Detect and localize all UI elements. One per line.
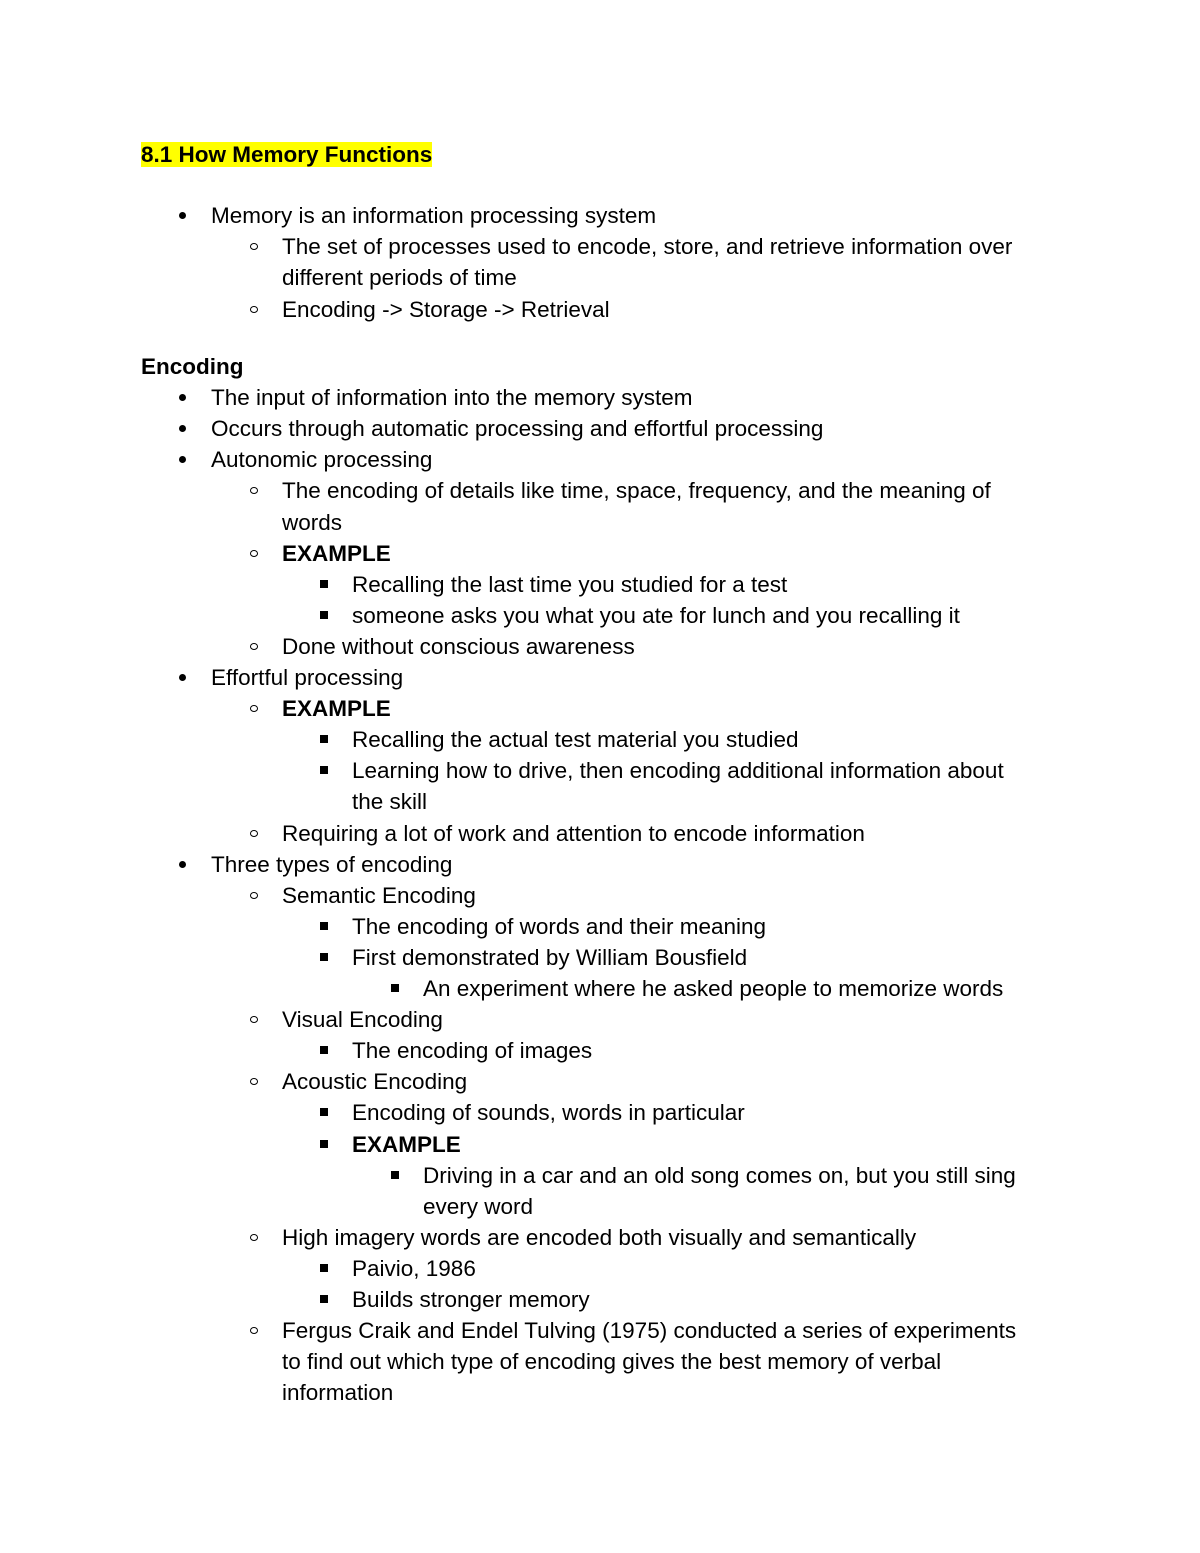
square-bullet-icon bbox=[320, 1264, 328, 1272]
list-item-continuation: different periods of time bbox=[282, 265, 517, 291]
hollow-circle-bullet-icon bbox=[250, 550, 258, 557]
list-item-level-1: Memory is an information processing system bbox=[211, 203, 657, 229]
list-item-level-2: Semantic Encoding bbox=[282, 882, 476, 908]
filled-disc-bullet-icon bbox=[179, 674, 186, 681]
list-item-level-3: Builds stronger memory bbox=[352, 1287, 590, 1312]
list-item-level-2: Encoding -> Storage -> Retrieval bbox=[282, 296, 610, 322]
list-item-level-1: Three types of encoding bbox=[211, 851, 453, 877]
list-item-level-3: First demonstrated by William Bousfield bbox=[352, 944, 748, 970]
square-bullet-icon bbox=[320, 611, 328, 619]
list-item-level-4: Driving in a car and an old song comes on, but you still sing bbox=[423, 1162, 1016, 1188]
list-item-level-2: EXAMPLE bbox=[282, 696, 391, 722]
list-item-level-3: someone asks you what you ate for lunch and you recalling it bbox=[352, 602, 960, 628]
list-item-level-2: EXAMPLE bbox=[282, 540, 391, 566]
square-bullet-icon bbox=[320, 1046, 328, 1054]
list-item-level-3: Learning how to drive, then encoding additional information about bbox=[352, 758, 1004, 784]
list-item-level-2: Requiring a lot of work and attention to encode information bbox=[282, 820, 865, 846]
section-heading-text: Encoding bbox=[141, 354, 244, 379]
list-item-continuation: to find out which type of encoding gives the best memory of verbal bbox=[282, 1349, 942, 1375]
filled-disc-bullet-icon bbox=[179, 394, 186, 401]
list-item-level-1: Effortful processing bbox=[211, 665, 404, 690]
list-item-level-2: Acoustic Encoding bbox=[282, 1069, 468, 1095]
list-item-level-2: Done without conscious awareness bbox=[282, 633, 635, 659]
list-item-continuation: words bbox=[282, 509, 343, 535]
list-item-continuation: the skill bbox=[352, 789, 428, 815]
page-title bbox=[141, 139, 432, 170]
square-bullet-icon bbox=[320, 953, 328, 961]
square-bullet-icon bbox=[320, 1140, 328, 1148]
list-item-continuation: information bbox=[282, 1380, 394, 1406]
square-bullet-icon bbox=[391, 984, 399, 992]
list-item-level-3: The encoding of images bbox=[352, 1038, 593, 1064]
page-title-text: 8.1 How Memory Functions bbox=[141, 142, 433, 167]
square-bullet-icon bbox=[320, 1295, 328, 1303]
filled-disc-bullet-icon bbox=[179, 861, 186, 868]
hollow-circle-bullet-icon bbox=[250, 1016, 258, 1023]
list-item-level-1: Autonomic processing bbox=[211, 447, 433, 473]
square-bullet-icon bbox=[320, 766, 328, 774]
hollow-circle-bullet-icon bbox=[250, 705, 258, 712]
square-bullet-icon bbox=[320, 922, 328, 930]
hollow-circle-bullet-icon bbox=[250, 243, 258, 250]
list-item-level-2: The encoding of details like time, space, frequency, and the meaning of bbox=[282, 478, 991, 504]
list-item-continuation: every word bbox=[423, 1193, 534, 1219]
hollow-circle-bullet-icon bbox=[250, 487, 258, 494]
hollow-circle-bullet-icon bbox=[250, 1234, 258, 1241]
square-bullet-icon bbox=[391, 1171, 399, 1179]
list-item-level-3: Recalling the actual test material you studied bbox=[352, 727, 799, 753]
section-heading bbox=[141, 351, 244, 382]
hollow-circle-bullet-icon bbox=[250, 830, 258, 837]
list-item-level-3: Paivio, 1986 bbox=[352, 1255, 476, 1281]
list-item-level-3: Recalling the last time you studied for a test bbox=[352, 571, 788, 597]
hollow-circle-bullet-icon bbox=[250, 1327, 258, 1334]
list-item-level-2: The set of processes used to encode, store, and retrieve information over bbox=[282, 234, 1013, 260]
filled-disc-bullet-icon bbox=[179, 212, 186, 219]
list-item-level-2: Visual Encoding bbox=[282, 1007, 443, 1033]
list-item-level-2: Fergus Craik and Endel Tulving (1975) conducted a series of experiments bbox=[282, 1318, 1017, 1344]
hollow-circle-bullet-icon bbox=[250, 306, 258, 313]
filled-disc-bullet-icon bbox=[179, 456, 186, 463]
filled-disc-bullet-icon bbox=[179, 425, 186, 432]
list-item-level-3: Encoding of sounds, words in particular bbox=[352, 1100, 745, 1126]
list-item-level-1: The input of information into the memory system bbox=[211, 385, 693, 411]
hollow-circle-bullet-icon bbox=[250, 1078, 258, 1085]
square-bullet-icon bbox=[320, 735, 328, 743]
list-item-level-3: EXAMPLE bbox=[352, 1131, 461, 1157]
hollow-circle-bullet-icon bbox=[250, 892, 258, 899]
list-item-level-1: Occurs through automatic processing and effortful processing bbox=[211, 416, 824, 442]
square-bullet-icon bbox=[320, 1108, 328, 1116]
list-item-level-4: An experiment where he asked people to memorize words bbox=[423, 976, 1004, 1001]
list-item-level-2: High imagery words are encoded both visually and semantically bbox=[282, 1224, 917, 1250]
hollow-circle-bullet-icon bbox=[250, 643, 258, 650]
list-item-level-3: The encoding of words and their meaning bbox=[352, 913, 767, 939]
square-bullet-icon bbox=[320, 580, 328, 588]
